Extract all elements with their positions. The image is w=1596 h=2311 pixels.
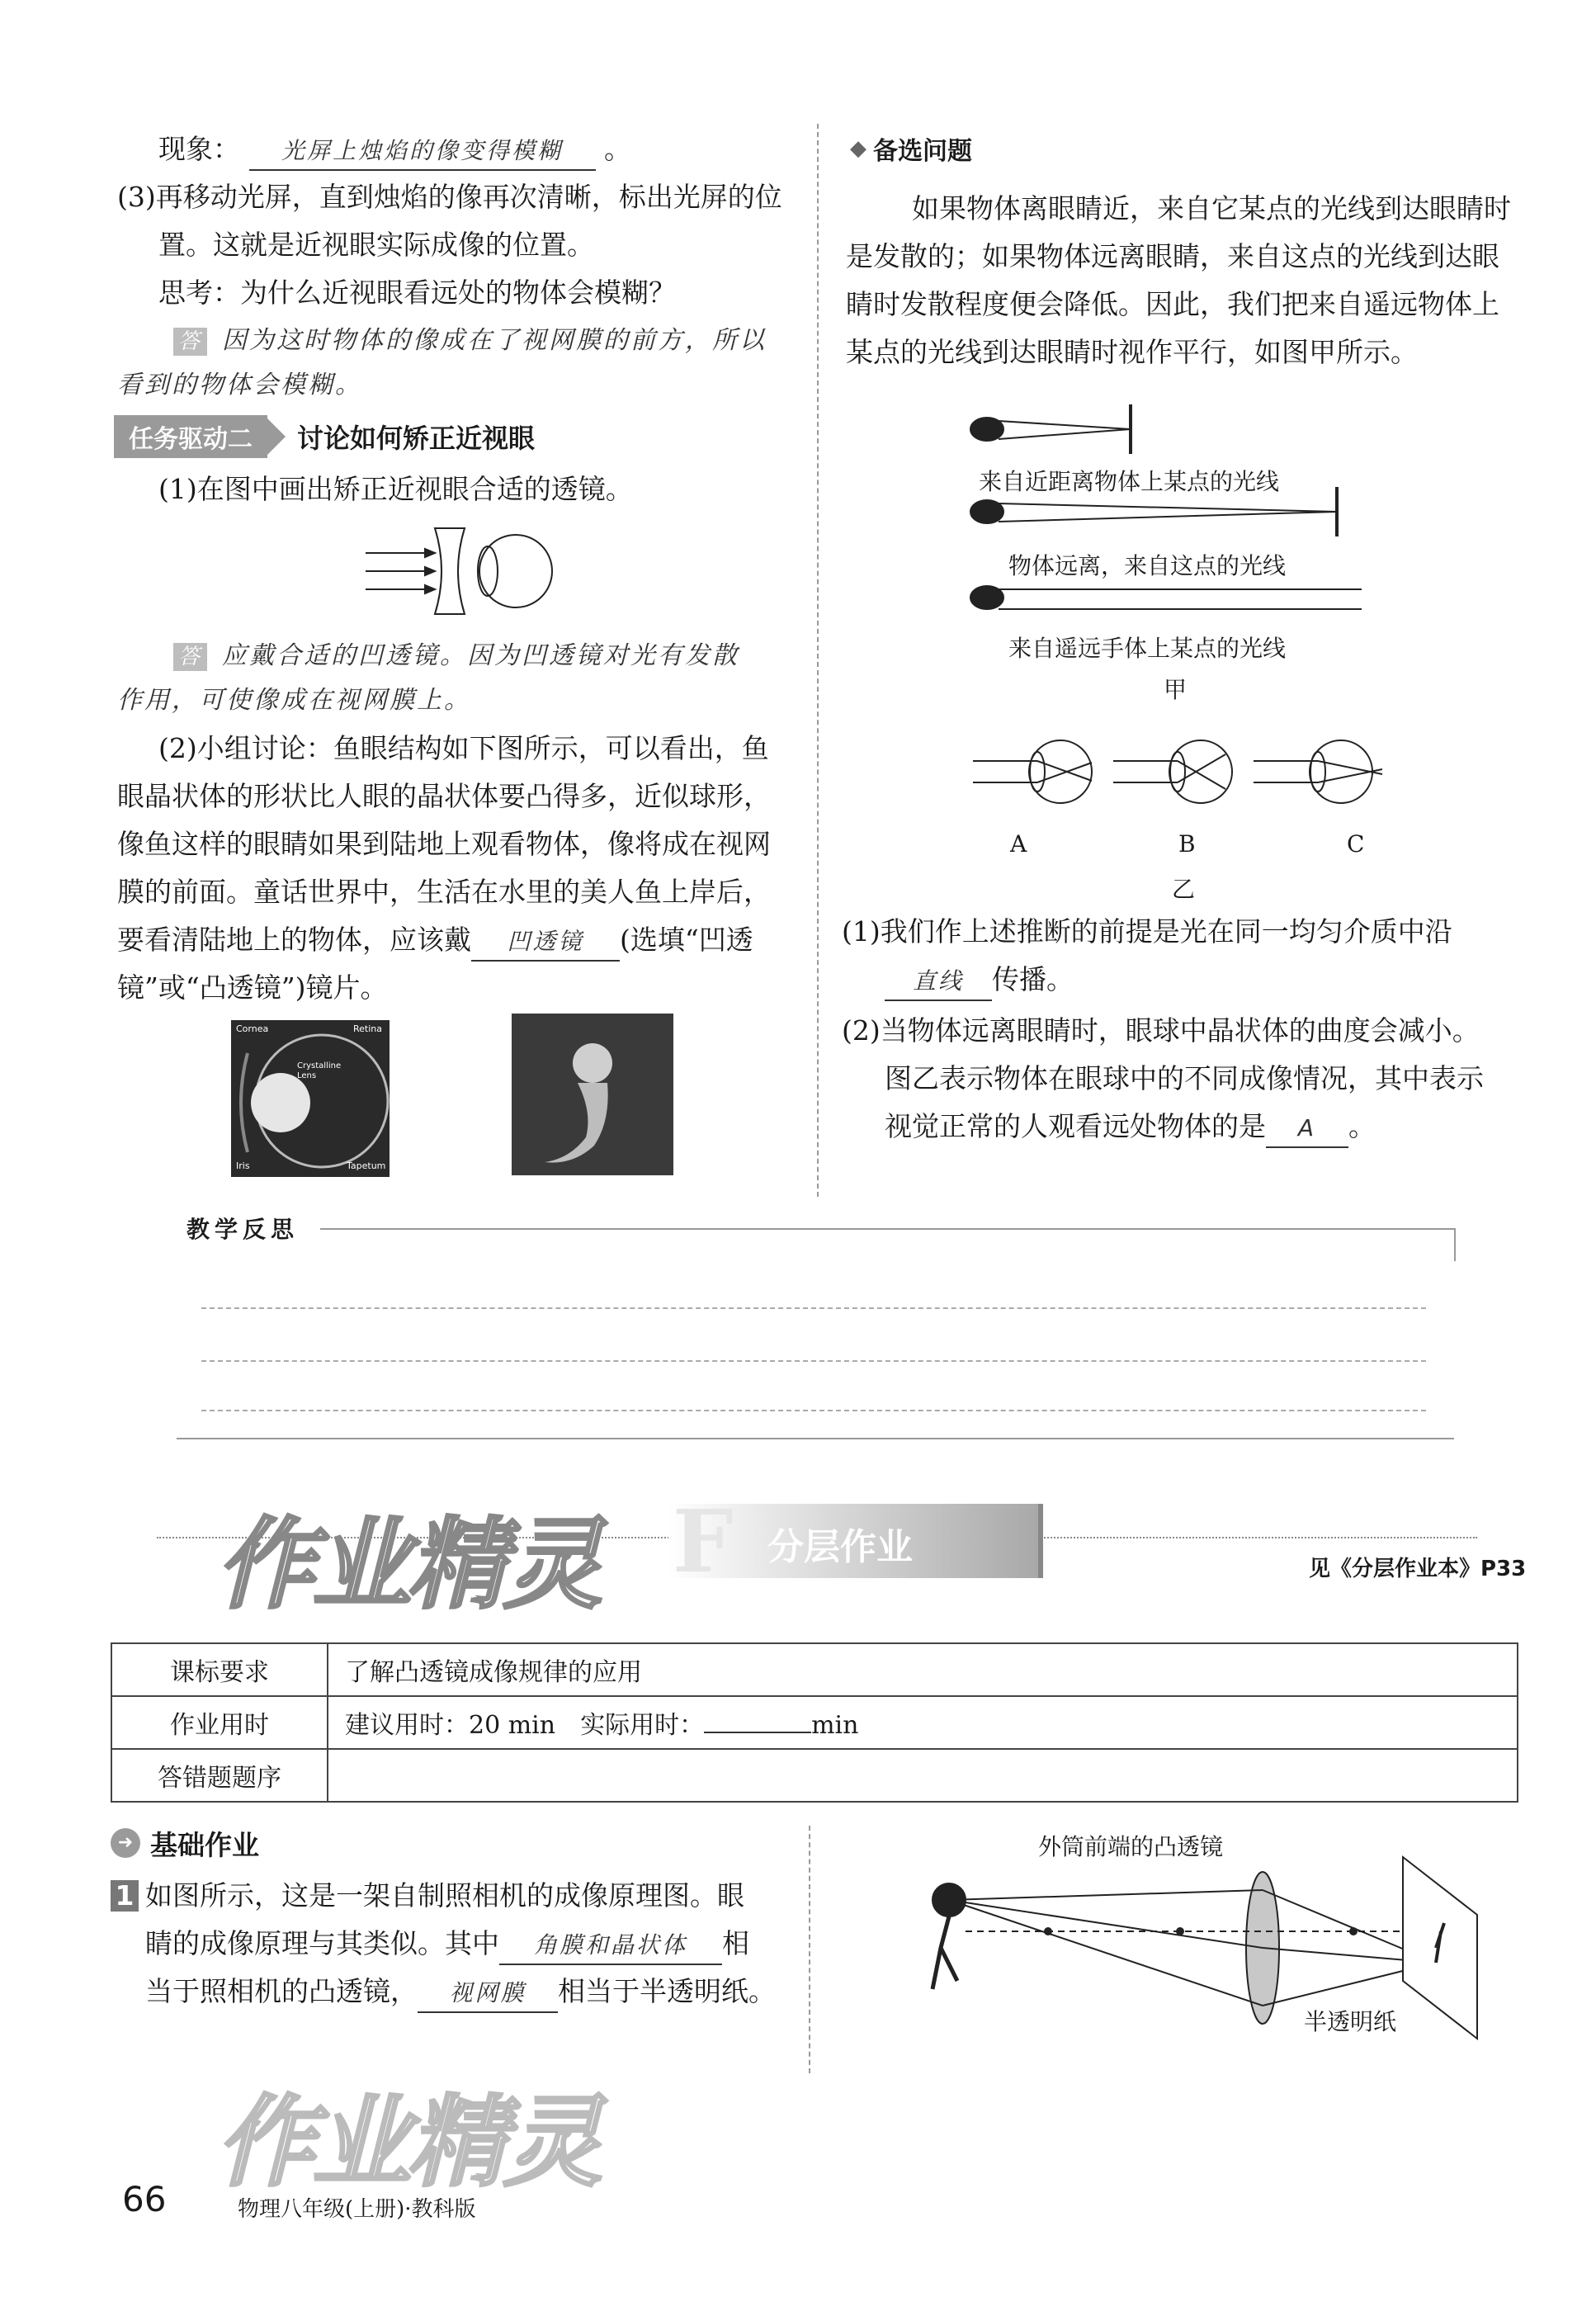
think-answer-line1 (173, 317, 767, 365)
q2-line3: 像鱼这样的眼睛如果到陆地上观看物体，像将成在视网 (117, 828, 771, 860)
right-q2-line3-pre: 视觉正常的人观看远处物体的是 (885, 1110, 1266, 1142)
para-line4: 某点的光线到达眼睛时视作平行，如图甲所示。 (846, 336, 1418, 368)
fig-jia-label1: 来自近距离物体上某点的光线 (979, 468, 1280, 495)
lens-label: Crystalline Lens (297, 1061, 342, 1080)
page-number: 66 (122, 2179, 167, 2219)
task-header (114, 416, 535, 457)
fig-yi-caption: 乙 (1172, 876, 1196, 903)
basic-homework-title: 基础作业 (150, 1828, 259, 1861)
fig-yi-label-c: C (1347, 830, 1365, 858)
reflection-bottom-rule (177, 1438, 1454, 1439)
time-unit: min (811, 1711, 859, 1740)
step3-line1: (3)再移动光屏，直到烛焰的像再次清晰，标出光屏的位 (117, 181, 782, 213)
answer-tag-2: 答 (173, 643, 207, 671)
answer-tag: 答 (173, 328, 207, 356)
cornea-label: Cornea (236, 1023, 269, 1034)
think-question: 思考：为什么近视眼看远处的物体会模糊？ (158, 276, 676, 309)
banner-end-bar (1038, 1504, 1043, 1578)
fish-eye-image (231, 1020, 390, 1177)
think-answer-line2: 看到的物体会模糊。 (117, 371, 362, 399)
right-q2-line3 (885, 1103, 1376, 1151)
table-row (111, 1749, 1518, 1802)
basic-q1-line3 (145, 1968, 776, 2016)
table-row (111, 1643, 1518, 1696)
basic-answer2: 视网膜 (418, 1975, 558, 2013)
arrow-circle-icon: ➜ (111, 1828, 140, 1858)
reflection-corner (1454, 1228, 1456, 1261)
bottom-watermark: 作业精灵 (216, 2086, 599, 2200)
basic-q1-line3-pre: 当于照相机的凸透镜， (145, 1975, 418, 2007)
mermaid-image (512, 1014, 673, 1175)
basic-q1-line3-post: 相当于半透明纸。 (558, 1975, 776, 2007)
paper-label: 半透明纸 (1304, 2008, 1397, 2035)
mermaid-illustration (512, 1014, 673, 1175)
figure-yi-eyes (970, 726, 1399, 817)
q2-line2: 眼晶状体的形状比人眼的晶状体要凸得多，近似球形， (117, 780, 771, 812)
q1-answer-line1 (173, 632, 739, 680)
table-key: 答错题题序 (111, 1749, 328, 1802)
para-line1: 如果物体离眼睛近，来自它某点的光线到达眼睛时 (912, 192, 1511, 224)
para-line2: 是发散的；如果物体远离眼睛，来自这点的光线到达眼 (846, 240, 1499, 272)
q2-line6: 镜”或“凸透镜”)镜片。 (117, 971, 388, 1004)
basic-q1-line2 (145, 1920, 749, 1968)
basic-q1-line1 (111, 1872, 744, 1920)
q2-line1: (2)小组讨论：鱼眼结构如下图所示，可以看出，鱼 (158, 732, 769, 764)
table-row (111, 1696, 1518, 1749)
column-divider (817, 124, 819, 1197)
reflection-line1 (201, 1307, 1426, 1309)
fig-jia-label2: 物体远离，来自这点的光线 (1008, 552, 1287, 579)
myopia-correction-diagram (359, 520, 557, 627)
banner-letter: F (673, 1491, 734, 1592)
requirements-table (111, 1642, 1518, 1803)
phenomenon-line (158, 125, 631, 173)
basic-q1-text: 如图所示，这是一架自制照相机的成像原理图。眼 (145, 1879, 744, 1912)
right-q2-answer: A (1266, 1110, 1348, 1148)
optional-questions-header (850, 130, 972, 167)
fish-eye-diagram (231, 1020, 390, 1177)
reflection-top-rule (320, 1228, 1456, 1230)
table-value: 了解凸透镜成像规律的应用 (328, 1643, 1518, 1696)
basic-q1-line2-pre: 睛的成像原理与其类似。其中 (145, 1927, 499, 1959)
task-tag: 任务驱动二 (114, 415, 267, 458)
phenomenon-end: 。 (604, 133, 631, 165)
basic-q1-line2-post: 相 (722, 1927, 749, 1959)
right-q2-end: 。 (1348, 1110, 1376, 1142)
lens-label: 外筒前端的凸透镜 (1038, 1833, 1224, 1860)
basic-homework-header (111, 1824, 259, 1862)
phenomenon-answer: 光屏上烛焰的像变得模糊 (249, 133, 596, 171)
right-q1-line1: (1)我们作上述推断的前提是光在同一均匀介质中沿 (842, 915, 1452, 948)
diamond-star-icon: ◆ (850, 136, 866, 161)
fig-jia-label3: 来自遥远手体上某点的光线 (1008, 635, 1287, 662)
q1-text: (1)在图中画出矫正近视眼合适的透镜。 (158, 473, 633, 505)
workbook-reference: 见《分层作业本》P33 (1309, 1557, 1527, 1581)
q1-answer-text: 应戴合适的凹透镜。因为凹透镜对光有发散 (222, 641, 740, 670)
q2-line5-pre: 要看清陆地上的物体，应该戴 (117, 924, 471, 956)
right-q1-end: 传播。 (992, 963, 1074, 995)
table-value[interactable] (328, 1749, 1518, 1802)
figure-jia-rays (966, 388, 1370, 636)
table-key: 课标要求 (111, 1643, 328, 1696)
time-suggested: 建议用时：20 min 实际用时： (345, 1711, 705, 1740)
banner-title: 分层作业 (767, 1526, 913, 1568)
watermark-title: 作业精灵 (216, 1508, 599, 1623)
concave-lens-icon (435, 528, 465, 614)
right-q1-answer: 直线 (885, 963, 992, 1001)
right-q1-line2 (885, 956, 1074, 1004)
optional-questions-title: 备选问题 (873, 137, 972, 166)
q2-answer: 凹透镜 (471, 924, 620, 962)
reflection-line2 (201, 1360, 1426, 1362)
iris-label: Iris (236, 1160, 250, 1171)
retina-label: Retina (353, 1023, 382, 1034)
step3-line2: 置。这就是近视眼实际成像的位置。 (158, 229, 594, 261)
reflection-line3 (201, 1410, 1426, 1411)
basic-divider (809, 1826, 810, 2073)
book-title: 物理八年级(上册)·教科版 (238, 2197, 476, 2222)
q2-line4: 膜的前面。童话世界中，生活在水里的美人鱼上岸后， (117, 876, 771, 908)
right-q2-line1: (2)当物体远离眼睛时，眼球中晶状体的曲度会减小。 (842, 1014, 1480, 1047)
eye-icon (479, 535, 552, 607)
question-number: 1 (111, 1880, 139, 1912)
table-key: 作业用时 (111, 1696, 328, 1749)
q2-line5-post: (选填“凹透 (620, 924, 753, 956)
think-answer-text: 因为这时物体的像成在了视网膜的前方，所以 (222, 326, 767, 355)
right-q2-line2: 图乙表示物体在眼球中的不同成像情况，其中表示 (885, 1062, 1484, 1094)
reflection-title: 教学反思 (187, 1216, 300, 1243)
basic-answer1: 角膜和晶状体 (499, 1927, 722, 1965)
tapetum-label: Tapetum (347, 1160, 386, 1171)
task-title: 讨论如何矫正近视眼 (297, 423, 536, 454)
arrow-icon (267, 418, 286, 455)
para-line3: 睛时发散程度便会降低。因此，我们把来自遥远物体上 (846, 288, 1499, 320)
fig-yi-label-b: B (1178, 830, 1196, 858)
actual-time-blank[interactable] (704, 1712, 811, 1733)
fig-yi-label-a: A (1010, 830, 1027, 858)
fig-jia-caption: 甲 (1164, 676, 1188, 703)
q2-line5 (117, 916, 753, 964)
table-value (328, 1696, 1518, 1749)
q1-answer-line2: 作用，可使像成在视网膜上。 (117, 686, 471, 715)
phenomenon-label: 现象： (158, 133, 240, 165)
